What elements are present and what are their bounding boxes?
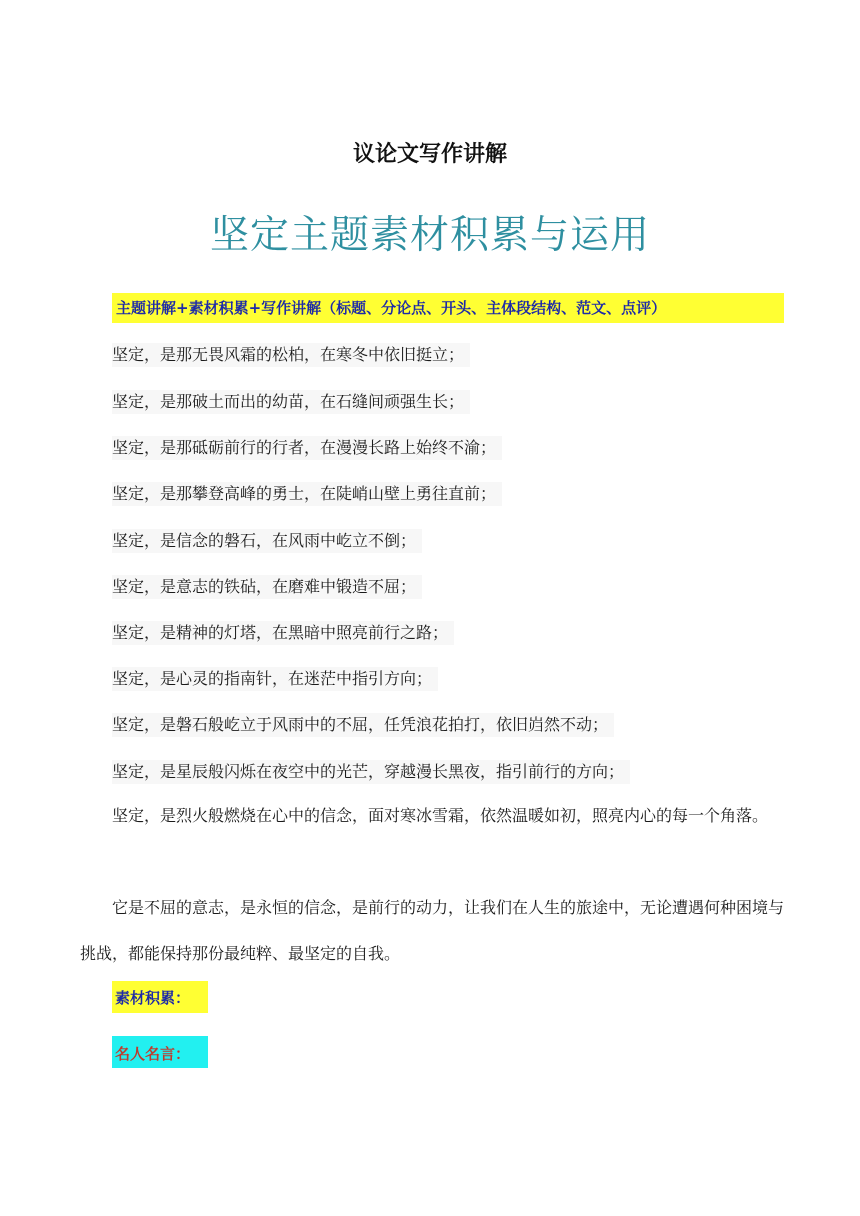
poem-line: 坚定，是星辰般闪烁在夜空中的光芒，穿越漫长黑夜，指引前行的方向； xyxy=(112,760,630,784)
document-title: 坚定主题素材积累与运用 xyxy=(209,213,650,258)
quotes-section-label: 名人名言： xyxy=(112,1036,208,1068)
poem-line: 坚定，是磐石般屹立于风雨中的不屈，任凭浪花拍打，依旧岿然不动； xyxy=(112,713,614,737)
poem-line: 坚定，是那破土而出的幼苗，在石缝间顽强生长； xyxy=(112,390,470,414)
poem-line: 坚定，是信念的磐石，在风雨中屹立不倒； xyxy=(112,529,422,553)
material-section-label: 素材积累： xyxy=(112,981,208,1013)
document-subtitle: 议论文写作讲解 xyxy=(352,142,507,167)
poem-line: 坚定，是那攀登高峰的勇士，在陡峭山壁上勇往直前； xyxy=(112,482,502,506)
body-paragraph: 坚定，是烈火般燃烧在心中的信念，面对寒冰雪霜，依然温暖如初，照亮内心的每一个角落。 xyxy=(112,806,769,825)
body-paragraph: 它是不屈的意志，是永恒的信念，是前行的动力，让我们在人生的旅途中，无论遭遇何种困境与挑战，都能保持那份最纯粹、最坚定的自我。 xyxy=(80,898,785,963)
poem-line: 坚定，是那无畏风霜的松柏，在寒冬中依旧挺立； xyxy=(112,343,470,367)
topic-banner: 主题讲解+素材积累+写作讲解（标题、分论点、开头、主体段结构、范文、点评） xyxy=(112,293,784,323)
poem-line: 坚定，是精神的灯塔，在黑暗中照亮前行之路； xyxy=(112,621,454,645)
poem-line: 坚定，是那砥砺前行的行者，在漫漫长路上始终不渝； xyxy=(112,436,502,460)
poem-line: 坚定，是心灵的指南针，在迷茫中指引方向； xyxy=(112,667,438,691)
poem-line: 坚定，是意志的铁砧，在磨难中锻造不屈； xyxy=(112,575,422,599)
